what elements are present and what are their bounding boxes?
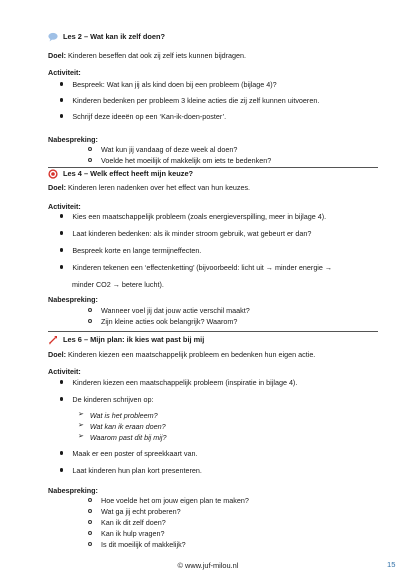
list-item <box>88 529 165 538</box>
list-item <box>88 145 237 154</box>
bullet <box>60 231 63 234</box>
list-item-text: De kinderen schrijven op: <box>72 395 154 404</box>
lesson-2-heading <box>48 30 165 43</box>
circle-bullet <box>88 498 92 502</box>
bullet <box>60 397 63 400</box>
list-item <box>78 411 158 420</box>
arrow-bullet-icon: ➢ <box>78 433 84 440</box>
circle-bullet <box>88 147 92 151</box>
activity-label: Activiteit: <box>48 202 81 211</box>
lesson-4-title: Les 4 – Welk effect heeft mijn keuze? <box>63 168 194 178</box>
bullet <box>60 468 63 471</box>
bullet <box>60 114 63 117</box>
lesson-4-goal <box>48 183 250 192</box>
list-item-text: Kies een maatschappelijk probleem (zoals energieverspilling, meer in bijlage 4). <box>72 212 327 221</box>
nabespreking-label: Nabespreking: <box>48 486 98 495</box>
list-item <box>60 229 311 238</box>
goal-label: Doel: <box>48 183 66 192</box>
lesson-2-title: Les 2 – Wat kan ik zelf doen? <box>63 31 165 41</box>
list-item <box>88 518 166 527</box>
activity-label: Activiteit: <box>48 68 81 77</box>
list-item-text: Waarom past dit bij mij? <box>89 433 167 442</box>
speech-bubble-icon <box>48 32 58 42</box>
lesson-4-heading <box>48 167 193 180</box>
lesson-6-heading <box>48 333 204 346</box>
list-item <box>60 449 197 458</box>
page-number: 15 <box>387 560 396 569</box>
nabespreking-label: Nabespreking: <box>48 295 98 304</box>
list-item-text: Wat is het probleem? <box>89 411 158 420</box>
list-item-text: Kinderen kiezen een maatschappelijk probleem (inspiratie in bijlage 4). <box>72 378 298 387</box>
circle-bullet <box>88 509 92 513</box>
footer-copyright: © www.juf-milou.nl <box>177 561 239 570</box>
circle-bullet <box>88 308 92 312</box>
list-item-text: Maak er een poster of spreekkaart van. <box>72 449 198 458</box>
list-item-text: Wanneer voel jij dat jouw actie verschil maakt? <box>101 306 250 315</box>
arrow-bullet-icon: ➢ <box>78 411 84 418</box>
bullet <box>60 265 63 268</box>
list-item-text: Hoe voelde het om jouw eigen plan te maken? <box>101 496 249 505</box>
circle-bullet <box>88 531 92 535</box>
list-item-text: Zijn kleine acties ook belangrijk? Waarom? <box>101 317 238 326</box>
goal-text: Kinderen kiezen een maatschappelijk probleem en bedenken hun eigen actie. <box>67 350 316 359</box>
bullet <box>60 451 63 454</box>
lesson-6-goal <box>48 350 315 359</box>
list-item-text: Kinderen tekenen een ‘effectenketting’ (bijvoorbeeld: licht uit → minder energie → <box>72 263 333 272</box>
goal-text: Kinderen beseffen dat ook zij zelf iets kunnen bijdragen. <box>67 51 247 60</box>
goal-text: Kinderen leren nadenken over het effect van hun keuzes. <box>67 183 251 192</box>
lesson-2-goal <box>48 51 246 60</box>
target-icon <box>48 169 58 179</box>
list-item-text: Wat kun jij vandaag of deze week al doen? <box>101 145 238 154</box>
arrow-bullet-icon: ➢ <box>78 422 84 429</box>
list-item-text: Bespreek: Wat kan jij als kind doen bij een probleem (bijlage 4)? <box>72 80 277 89</box>
list-item <box>60 96 319 105</box>
list-item-text: Kan ik hulp vragen? <box>101 529 165 538</box>
list-item <box>60 466 202 475</box>
list-item <box>60 112 226 121</box>
list-item-text: Kan ik dit zelf doen? <box>101 518 166 527</box>
list-item <box>88 540 186 549</box>
list-item <box>88 496 249 505</box>
list-item-text: Wat ga jij echt proberen? <box>101 507 181 516</box>
circle-bullet <box>88 319 92 323</box>
list-item-text: Voelde het moeilijk of makkelijk om iets te bedenken? <box>101 156 272 165</box>
section-divider <box>48 331 378 332</box>
activity-label: Activiteit: <box>48 367 81 376</box>
list-item <box>88 507 181 516</box>
list-item-text: Wat kan ik eraan doen? <box>89 422 166 431</box>
bullet <box>60 82 63 85</box>
list-item <box>88 317 237 326</box>
list-item-text: Laat kinderen hun plan kort presenteren. <box>72 466 202 475</box>
list-item <box>60 212 326 221</box>
circle-bullet <box>88 520 92 524</box>
list-item <box>60 246 201 255</box>
list-item <box>60 263 332 272</box>
list-item <box>88 156 271 165</box>
goal-label: Doel: <box>48 51 66 60</box>
list-item <box>60 378 297 387</box>
lesson-6-title: Les 6 – Mijn plan: ik kies wat past bij mij <box>63 334 205 344</box>
list-item-text: Is dit moeilijk of makkelijk? <box>101 540 186 549</box>
list-item-text: Bespreek korte en lange termijneffecten. <box>72 246 202 255</box>
list-item <box>78 433 166 442</box>
list-item <box>60 80 277 89</box>
list-item <box>78 422 166 431</box>
list-item <box>60 395 154 404</box>
nabespreking-label: Nabespreking: <box>48 135 98 144</box>
bullet <box>60 98 63 101</box>
bullet <box>60 380 63 383</box>
list-item-continuation: minder CO2 → betere lucht). <box>72 280 164 289</box>
bullet <box>60 248 63 251</box>
list-item-text: Laat kinderen bedenken: als ik minder stroom gebruik, wat gebeurt er dan? <box>72 229 312 238</box>
goal-label: Doel: <box>48 350 66 359</box>
bullet <box>60 214 63 217</box>
circle-bullet <box>88 158 92 162</box>
list-item-text: Kinderen bedenken per probleem 3 kleine acties die zij zelf kunnen uitvoeren. <box>72 96 320 105</box>
circle-bullet <box>88 542 92 546</box>
list-item <box>88 306 250 315</box>
dart-icon <box>48 335 58 345</box>
list-item-text: Schrijf deze ideeën op een ‘Kan-ik-doen-poster’. <box>72 112 227 121</box>
